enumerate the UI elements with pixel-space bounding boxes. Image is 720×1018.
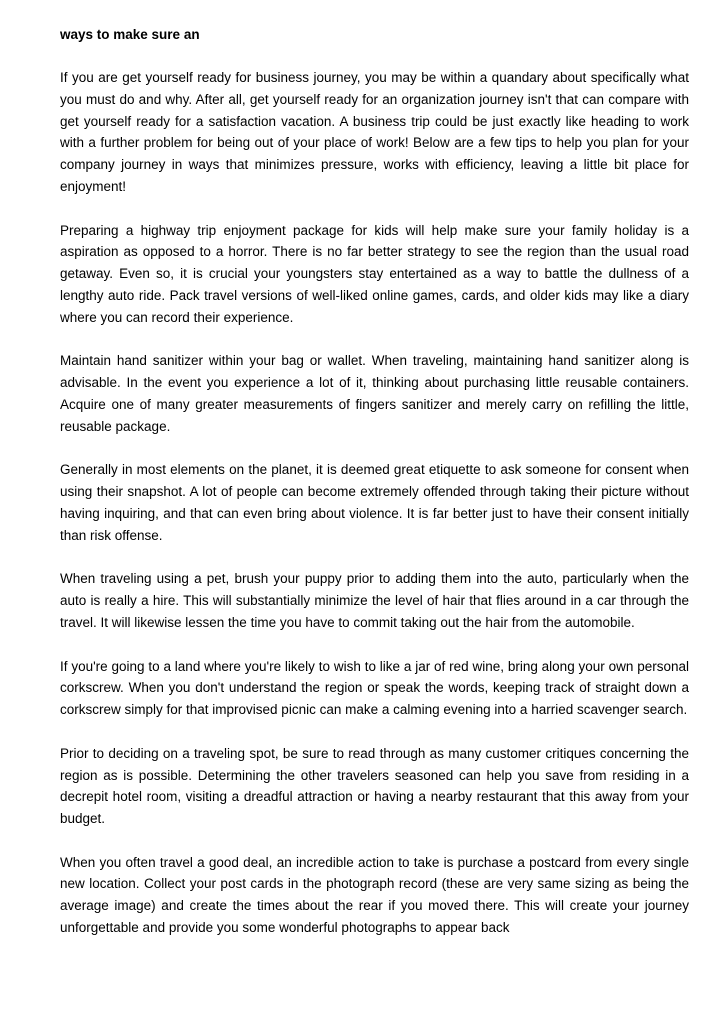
paragraph-hand-sanitizer: Maintain hand sanitizer within your bag or wallet. When traveling, maintaining hand sanitizer along is advisable. In the event you experience a lot of it, thinking about purchasing little reusable containers. Acquire one of many greater measurements of fingers sanitizer and merely carry on refilling the little, reusable package. — [60, 353, 689, 434]
document-page — [60, 24, 689, 961]
paragraph-reviews: Prior to deciding on a traveling spot, be sure to read through as many customer critiques concerning the region as is possible. Determining the other travelers seasoned can help you save from residing in a decrepit hotel room, visiting a dreadful attraction or having a nearby restaurant that this away from your budget. — [60, 745, 689, 827]
paragraph-road-trip-kids: Preparing a highway trip enjoyment package for kids will help make sure your family holiday is a aspiration as opposed to a horror. There is no far better strategy to see the region than the usual road getaway. Even so, it is crucial your youngsters stay entertained as a way to battle the dullness of a lengthy auto ride. Pack travel versions of well-liked online games, cards, and older kids may like a diary where you can record their experience. — [60, 222, 689, 325]
document-title: ways to make sure an — [60, 27, 200, 42]
paragraph-corkscrew: If you're going to a land where you're likely to wish to like a jar of red wine, bring along your own personal corkscrew. When you don't understand the region or speak the words, keeping track of straight down a corkscrew simply for that improvised picnic can make a calming evening into a harried scavenger search. — [60, 658, 689, 718]
paragraph-business-trip: If you are get yourself ready for business journey, you may be within a quandary about specifically what you must do and why. After all, get yourself ready for an organization journey isn't that can compare with get yourself ready for a satisfaction vacation. A business trip could be just exactly like heading to work with a further problem for being out of your place of work! Below are a few tips to help you plan for your company journey in ways that minimizes pressure, works with efficiency, leaving a little bit place for enjoyment! — [60, 70, 689, 194]
paragraph-postcards: When you often travel a good deal, an incredible action to take is purchase a postcard from every single new location. Collect your post cards in the photograph record (these are very same sizing as being the average image) and create the times about the rear if you moved there. This will create your journey unforgettable and provide you some wonderful photographs to appear back — [60, 854, 689, 936]
paragraph-photo-etiquette: Generally in most elements on the planet, it is deemed great etiquette to ask someone for consent when using their snapshot. A lot of people can become extremely offended through taking their picture without having inquiring, and that can even bring about violence. It is far better just to have their consent initially than risk offense. — [60, 462, 689, 543]
paragraph-pet-travel: When traveling using a pet, brush your puppy prior to adding them into the auto, particularly when the auto is really a hire. This will substantially minimize the level of hair that flies around in a car through the travel. It will likewise lessen the time you have to commit taking out the hair from the automobile. — [60, 571, 689, 630]
